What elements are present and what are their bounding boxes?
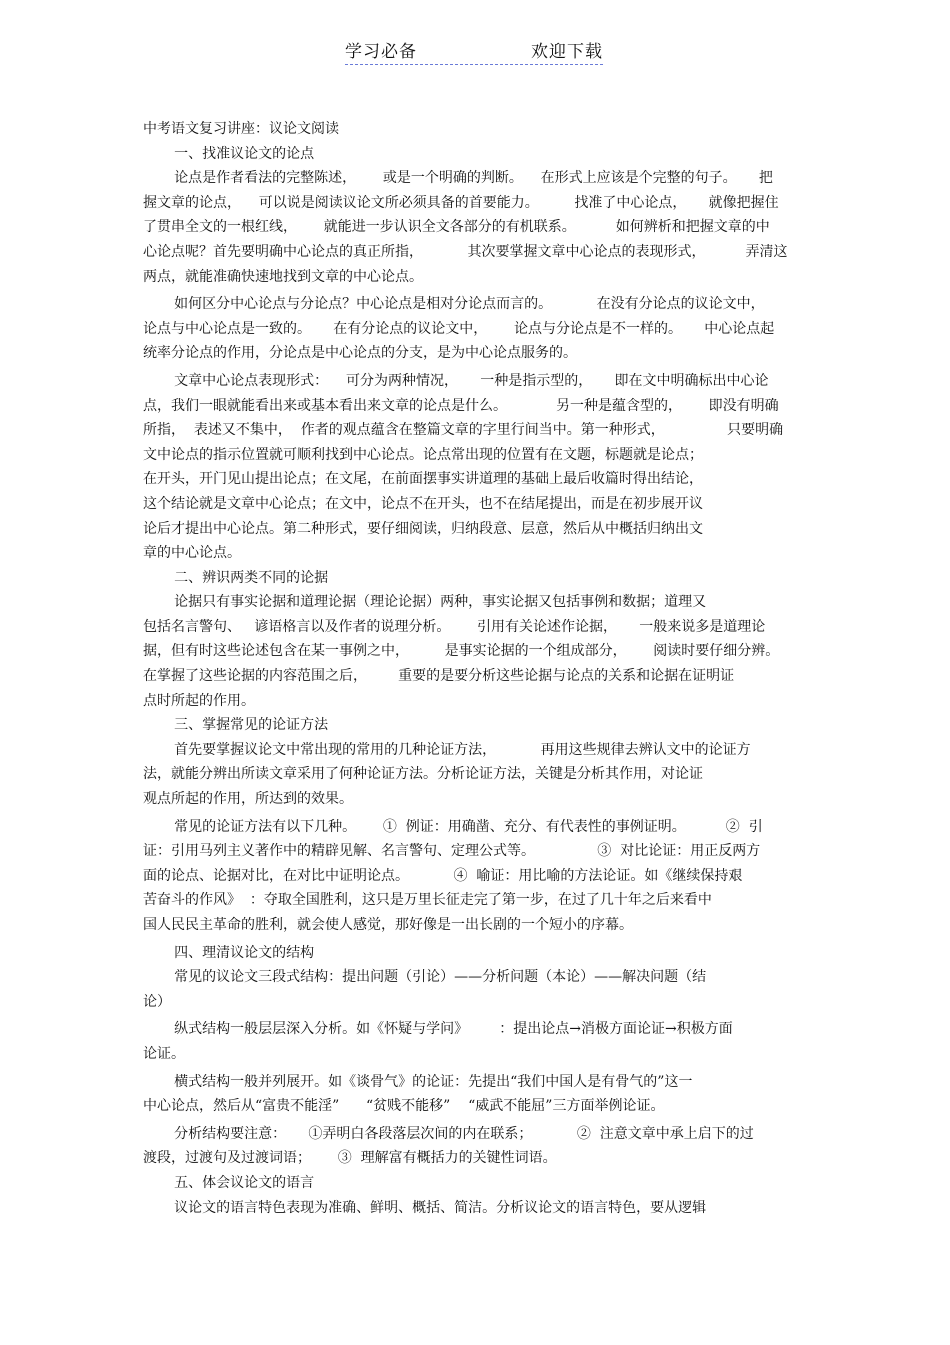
header-left-text: 学习必备: [345, 42, 417, 62]
text-line: 握文章的论点， 可以说是阅读议论文所必须具备的首要能力。 找准了中心论点， 就像把握住: [143, 194, 779, 211]
text-line: 常见的论证方法有以下几种。 ① 例证：用确凿、充分、有代表性的事例证明。 ② 引: [143, 818, 763, 835]
text-line: 常见的议论文三段式结构：提出问题（引论）——分析问题（本论）——解决问题（结: [143, 969, 707, 986]
text-line: 分析结构要注意： ①弄明白各段落层次间的内在联系； ② 注意文章中承上启下的过: [143, 1125, 754, 1142]
text-line: 国人民民主革命的胜利，就会使人感觉，那好像是一出长剧的一个短小的序幕。: [143, 917, 633, 933]
text-line: 章的中心论点。: [143, 545, 241, 562]
text-line: 据，但有时这些论述包含在某一事例之中， 是事实论据的一个组成部分， 阅读时要仔细分辨。: [143, 643, 780, 660]
text-line: 证：引用马列主义著作中的精辟见解、名言警句、定理公式等。 ③ 对比论证：用正反两方: [143, 843, 761, 860]
text-line: 面的论点、论据对比，在对比中证明论点。 ④ 喻证：用比喻的方法论证。如《继续保持艰: [143, 867, 743, 884]
page-header: [345, 40, 603, 65]
text-line: 论后才提出中心论点。第二种形式，要仔细阅读，归纳段意、层意，然后从中概括归纳出文: [143, 520, 703, 537]
text-line: 论）: [143, 993, 171, 1010]
text-line: 心论点呢？首先要明确中心论点的真正所指， 其次要掌握文章中心论点的表现形式， 弄清这: [143, 243, 788, 260]
text-line: 中心论点，然后从“富贵不能淫” “贫贱不能移” “威武不能屈”三方面举例论证。: [143, 1098, 665, 1115]
text-line: 法，就能分辨出所读文章采用了何种论证方法。分析论证方法，关键是分析其作用，对论证: [143, 766, 703, 783]
text-line: 三、掌握常见的论证方法: [143, 717, 329, 734]
text-line: 两点，就能准确快速地找到文章的中心论点。: [143, 268, 423, 285]
text-line: 五、体会议论文的语言: [143, 1174, 315, 1191]
text-line: 首先要掌握议论文中常出现的常用的几种论证方法， 再用这些规律去辨认文中的论证方: [143, 741, 751, 758]
text-line: 纵式结构一般层层深入分析。如《怀疑与学问》 ：提出论点→消极方面论证→积极方面: [143, 1021, 733, 1038]
document-body: [143, 117, 813, 1220]
text-line: 中考语文复习讲座：议论文阅读: [143, 121, 339, 137]
text-line: 议论文的语言特色表现为准确、鲜明、概括、简洁。分析议论文的语言特色，要从逻辑: [143, 1199, 707, 1216]
text-line: 如何区分中心论点与分论点？中心论点是相对分论点而言的。 在没有分论点的议论文中，: [143, 296, 765, 313]
text-line: 二、辨识两类不同的论据: [143, 569, 329, 586]
text-line: 渡段，过渡句及过渡词语； ③ 理解富有概括力的关键性词语。: [143, 1150, 557, 1167]
text-line: 横式结构一般并列展开。如《谈骨气》的论证：先提出“我们中国人是有骨气的”这一: [143, 1073, 693, 1090]
text-line: 了贯串全文的一根红线， 就能进一步认识全文各部分的有机联系。 如何辨析和把握文章的中: [143, 219, 770, 236]
text-line: 一、找准议论文的论点: [143, 145, 315, 162]
text-line: 四、理清议论文的结构: [143, 944, 315, 961]
text-line: 论点与中心论点是一致的。 在有分论点的议论文中， 论点与分论点是不一样的。 中心论点起: [143, 320, 775, 337]
header-right-text: 欢迎下载: [531, 42, 603, 62]
text-line: 论证。: [143, 1045, 185, 1062]
text-line: 论据只有事实论据和道理论据（理论论据）两种，事实论据又包括事例和数据；道理又: [143, 594, 707, 611]
text-line: 观点所起的作用，所达到的效果。: [143, 791, 353, 808]
text-line: 所指， 表述又不集中， 作者的观点蕴含在整篇文章的字里行间当中。第一种形式， 只要明确: [143, 422, 784, 439]
text-line: 包括名言警句、 谚语格言以及作者的说理分析。 引用有关论述作论据， 一般来说多是道理论: [143, 618, 766, 635]
text-line: 点，我们一眼就能看出来或基本看出来文章的论点是什么。 另一种是蕴含型的， 即没有明确: [143, 397, 779, 414]
text-line: 文章中心论点表现形式： 可分为两种情况， 一种是指示型的， 即在文中明确标出中心论: [143, 372, 769, 389]
text-line: 文中论点的指示位置就可顺利找到中心论点。论点常出现的位置有在文题，标题就是论点；: [143, 446, 703, 463]
text-line: 统率分论点的作用，分论点是中心论点的分支，是为中心论点服务的。: [143, 345, 577, 362]
text-line: 点时所起的作用。: [143, 692, 255, 709]
text-line: 这个结论就是文章中心论点；在文中，论点不在开头，也不在结尾提出，而是在初步展开议: [143, 495, 703, 512]
text-line: 在掌握了这些论据的内容范围之后， 重要的是要分析这些论据与论点的关系和论据在证明证: [143, 668, 735, 685]
text-line: 在开头，开门见山提出论点；在文尾，在前面摆事实讲道理的基础上最后收篇时得出结论，: [143, 471, 703, 488]
text-line: 苦奋斗的作风》 ：夺取全国胜利，这只是万里长征走完了第一步，在过了几十年之后来看中: [143, 892, 712, 909]
text-line: 论点是作者看法的完整陈述， 或是一个明确的判断。 在形式上应该是个完整的句子。 把: [143, 170, 773, 187]
